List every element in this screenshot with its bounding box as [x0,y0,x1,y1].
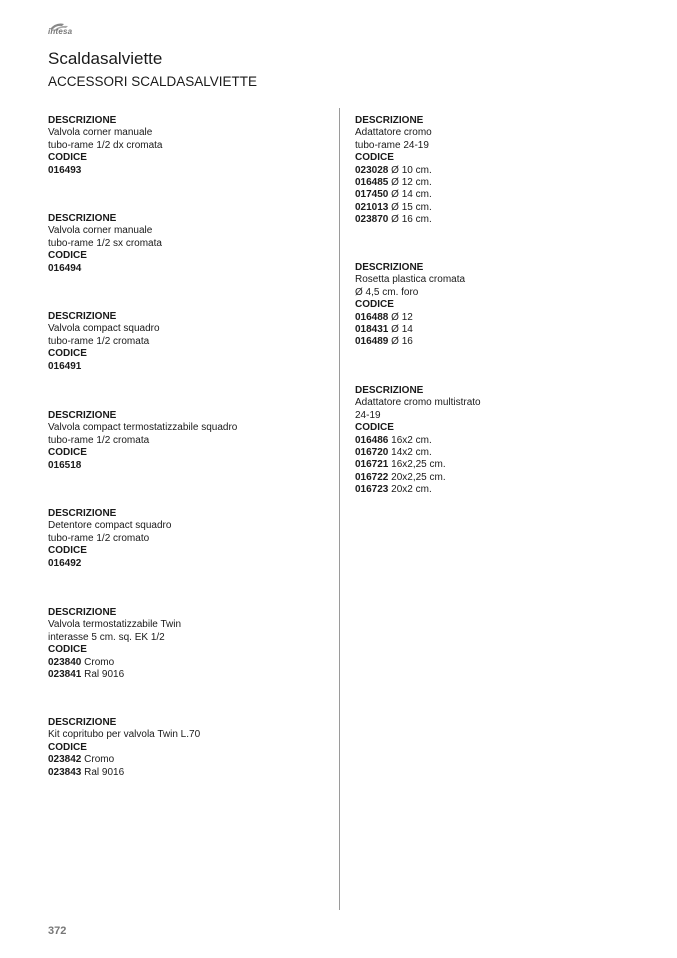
product-code: 017450 [355,189,389,201]
code-note: Ral 9016 [81,766,125,778]
code-row [355,484,481,496]
description-text: tubo-rame 1/2 sx cromata [48,237,162,249]
product-code: 016722 [355,471,389,483]
code-label: CODICE [355,299,394,311]
product-code: 016488 [355,311,389,323]
code-note: Ø 12 [388,311,413,323]
description-text: tubo-rame 24-19 [355,139,429,151]
code-row [48,767,200,779]
description-label: DESCRIZIONE [48,115,117,126]
description-label: DESCRIZIONE [48,410,117,421]
product-entry [48,213,162,275]
product-code: 021013 [355,201,389,213]
code-note: Ral 9016 [81,669,125,681]
product-code: 016493 [48,164,82,176]
code-row [48,460,237,472]
code-label: CODICE [48,741,87,753]
product-entry [48,115,163,177]
code-note: Ø 14 [388,324,413,336]
product-entry [48,410,237,472]
product-code: 016491 [48,360,82,372]
brand-logo [48,18,88,36]
product-code: 016485 [355,177,389,189]
description-text: Valvola compact squadro [48,323,160,335]
code-label: CODICE [48,348,87,360]
code-row [48,558,171,570]
product-code: 016721 [355,459,389,471]
code-note: 20x2,25 cm. [388,471,446,483]
code-note: Ø 10 cm. [388,164,432,176]
page-number: 372 [48,925,67,937]
code-note: 14x2 cm. [388,447,432,459]
code-row [355,165,432,177]
product-code: 016720 [355,447,389,459]
description-text: Adattatore cromo multistrato [355,397,481,409]
code-label: CODICE [48,152,87,164]
code-row [355,459,481,471]
description-label: DESCRIZIONE [355,385,424,396]
description-text: Valvola termostatizzabile Twin [48,619,182,631]
code-row [48,165,163,177]
product-code: 023842 [48,754,82,766]
code-row [48,361,160,373]
description-text: Rosetta plastica cromata [355,274,466,286]
code-row [355,214,432,226]
description-text: Detentore compact squadro [48,520,172,532]
code-row [355,336,465,348]
product-code: 016518 [48,459,82,471]
description-text: tubo-rame 1/2 dx cromata [48,139,163,151]
logo-text: intesa [48,27,73,36]
description-text: interasse 5 cm. sq. EK 1/2 [48,631,165,643]
code-row [355,324,465,336]
description-text: Valvola compact termostatizzabile squadro [48,422,238,434]
code-note: Ø 14 cm. [388,189,432,201]
product-code: 018431 [355,324,389,336]
product-code: 016489 [355,336,389,348]
code-label: CODICE [48,447,87,459]
description-label: DESCRIZIONE [48,717,117,728]
description-text: Adattatore cromo [355,127,432,139]
description-text: Valvola corner manuale [48,225,153,237]
code-note: Ø 16 [388,336,413,348]
product-entry [355,115,432,227]
code-row [48,669,181,681]
code-note: 16x2 cm. [388,434,432,446]
code-label: CODICE [355,422,394,434]
product-entry [355,385,481,497]
code-row [48,263,162,275]
product-entry [48,311,160,373]
description-text: tubo-rame 1/2 cromato [48,532,150,544]
code-label: CODICE [48,250,87,262]
code-row [355,435,481,447]
product-code: 016723 [355,484,389,496]
code-note: Ø 15 cm. [388,201,432,213]
code-row [355,202,432,214]
description-text: tubo-rame 1/2 cromata [48,335,150,347]
code-note: 16x2,25 cm. [388,459,446,471]
column-divider [339,108,340,910]
product-entry [48,607,181,681]
product-code: 016494 [48,262,82,274]
code-note: Cromo [81,754,115,766]
description-text: Kit copritubo per valvola Twin L.70 [48,729,201,741]
code-label: CODICE [48,644,87,656]
product-code: 016486 [355,434,389,446]
code-label: CODICE [48,545,87,557]
code-row [355,177,432,189]
product-entry [355,262,465,349]
code-note: Ø 16 cm. [388,214,432,226]
description-label: DESCRIZIONE [48,213,117,224]
description-label: DESCRIZIONE [355,262,424,273]
code-note: Cromo [81,656,115,668]
product-code: 023870 [355,214,389,226]
description-label: DESCRIZIONE [48,607,117,618]
product-code: 023843 [48,766,82,778]
product-entry [48,717,200,779]
code-row [48,754,200,766]
description-label: DESCRIZIONE [355,115,424,126]
code-row [355,472,481,484]
description-text: Valvola corner manuale [48,127,153,139]
description-text: 24-19 [355,409,381,421]
product-code: 023841 [48,669,82,681]
product-code: 023840 [48,656,82,668]
description-text: Ø 4,5 cm. foro [355,286,419,298]
description-label: DESCRIZIONE [48,311,117,322]
code-row [355,447,481,459]
section-title: ACCESSORI SCALDASALVIETTE [48,74,258,89]
code-note: Ø 12 cm. [388,177,432,189]
product-code: 023028 [355,164,389,176]
description-text: tubo-rame 1/2 cromata [48,434,150,446]
description-label: DESCRIZIONE [48,508,117,519]
code-label: CODICE [355,152,394,164]
code-note: 20x2 cm. [388,484,432,496]
code-row [48,657,181,669]
code-row [355,189,432,201]
page-title: Scaldasalviette [48,49,163,68]
product-entry [48,508,171,570]
product-code: 016492 [48,557,82,569]
code-row [355,312,465,324]
